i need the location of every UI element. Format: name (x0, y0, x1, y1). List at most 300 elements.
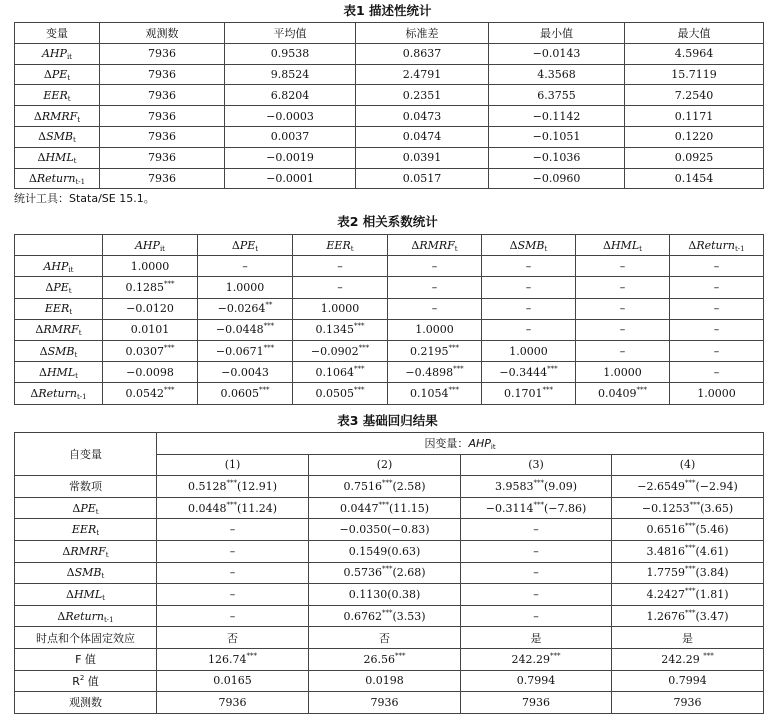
table3-value-cell (461, 605, 612, 627)
table3-value-cell (309, 562, 461, 584)
table1-var-cell (15, 64, 100, 85)
coefficient: 1.0000 (603, 365, 642, 379)
t-statistic: (−7.86) (543, 501, 587, 515)
coefficient: −0.1253 (641, 501, 690, 515)
coefficient: – (431, 280, 438, 294)
indep-var-header: 自变量 (15, 433, 157, 476)
significance-stars: *** (226, 500, 237, 509)
model-header-cell: (2) (309, 454, 461, 476)
t-statistic: (3.84) (695, 566, 729, 580)
table3-value-cell (309, 605, 461, 627)
model-header-cell: (1) (157, 454, 309, 476)
table1-header-cell: 观测数 (100, 23, 225, 44)
coefficient: −2.6549 (637, 479, 685, 493)
delta-prefix: Δ (62, 544, 71, 558)
dep-var-header (157, 433, 764, 455)
t-statistic: (−0.83) (387, 523, 430, 537)
coefficient: – (229, 523, 236, 537)
coefficient: – (619, 259, 626, 273)
coefficient: – (229, 609, 236, 623)
table3-value-cell (157, 648, 309, 670)
significance-stars: *** (684, 478, 696, 487)
variable-symbol: PE (80, 501, 96, 515)
dep-var-label: 因变量： (424, 437, 469, 451)
table2-row (15, 319, 764, 340)
significance-stars: *** (226, 478, 237, 487)
coefficient: – (713, 280, 720, 294)
table2-value-cell (293, 383, 388, 404)
coefficient: – (533, 587, 539, 601)
significance-stars: *** (684, 543, 696, 552)
significance-stars: *** (354, 322, 365, 331)
table3-value-cell (461, 476, 612, 498)
table1-header-cell: 最小值 (489, 23, 625, 44)
coefficient: 1.0000 (225, 280, 265, 294)
coefficient: 0.6516 (646, 523, 685, 537)
table2-value-cell (198, 277, 293, 298)
table3-label-cell (15, 519, 157, 541)
table3-value-cell (309, 540, 461, 562)
correlation-table (14, 234, 764, 405)
table1-value-cell: −0.0001 (225, 168, 356, 189)
table1-value-cell: 7936 (100, 64, 225, 85)
significance-stars: *** (164, 279, 175, 288)
significance-stars: *** (547, 364, 558, 373)
table3-row (15, 476, 764, 498)
significance-stars: *** (381, 608, 393, 617)
variable-symbol: Return (36, 171, 76, 185)
significance-stars: *** (684, 608, 696, 617)
delta-prefix: Δ (509, 238, 518, 252)
variable-subscript: t (102, 593, 105, 602)
coefficient: 0.1701 (504, 386, 543, 400)
significance-stars: *** (533, 500, 544, 509)
coefficient: −0.3114 (485, 501, 534, 515)
row-label: 常数项 (69, 480, 102, 494)
delta-prefix: Δ (66, 587, 74, 601)
table1-header-row (15, 23, 764, 44)
t-statistic: (11.24) (236, 501, 278, 515)
table3-value-cell (461, 627, 612, 649)
table1-value-cell: 0.9538 (225, 43, 356, 64)
table1-var-cell (15, 147, 100, 168)
table1-value-cell: −0.0019 (225, 147, 356, 168)
table1-header-cell: 平均值 (225, 23, 356, 44)
coefficient: 否 (227, 631, 238, 645)
table3-label-cell (15, 540, 157, 562)
table2-value-cell (198, 319, 293, 340)
coefficient: 1.0000 (415, 323, 454, 337)
delta-prefix: Δ (33, 109, 42, 123)
coefficient: 0.2195 (410, 344, 449, 358)
t-statistic: (3.53) (392, 609, 426, 623)
table3-row (15, 648, 764, 670)
model-header-cell: (3) (461, 454, 612, 476)
table2-value-cell (293, 256, 388, 277)
t-statistic: (1.81) (695, 587, 729, 601)
table3-value-cell (309, 627, 461, 649)
table1-value-cell: 0.0037 (225, 126, 356, 147)
significance-stars: *** (378, 500, 389, 509)
table1-value-cell: 7936 (100, 106, 225, 127)
table1-row (15, 168, 764, 189)
t-statistic: (9.09) (543, 479, 578, 493)
coefficient: 0.0101 (130, 323, 170, 337)
coefficient: 0.1064 (315, 365, 354, 379)
row-label-tail: 值 (84, 674, 99, 688)
table2-value-cell (198, 256, 293, 277)
table3-value-cell (612, 648, 764, 670)
table2-value-cell (482, 298, 576, 319)
variable-symbol: SMB (46, 130, 73, 144)
table2-value-cell (482, 340, 576, 361)
coefficient: 是 (530, 631, 542, 645)
coefficient: 0.1130 (348, 587, 388, 601)
coefficient: 0.7516 (343, 479, 382, 493)
table1-var-cell (15, 85, 100, 106)
coefficient: – (619, 280, 626, 294)
coefficient: 否 (379, 631, 390, 645)
variable-subscript: t (73, 157, 77, 166)
variable-subscript: t (454, 244, 458, 253)
coefficient: 0.0198 (365, 674, 404, 688)
table1-row (15, 43, 764, 64)
t-statistic: (5.46) (695, 523, 729, 537)
coefficient: 7936 (522, 695, 550, 709)
table2-value-cell (670, 277, 764, 298)
variable-subscript: t (105, 550, 109, 559)
significance-stars: *** (164, 385, 175, 394)
table1-value-cell: 9.8524 (225, 64, 356, 85)
coefficient: 0.1285 (125, 280, 164, 294)
table2-row (15, 298, 764, 319)
coefficient: – (533, 523, 539, 537)
significance-stars: *** (259, 385, 270, 394)
delta-prefix: Δ (30, 386, 39, 400)
coefficient: – (713, 259, 720, 273)
table3-label-cell (15, 627, 157, 649)
coefficient: 0.0165 (213, 674, 252, 688)
table1-value-cell: 0.0473 (356, 106, 489, 127)
coefficient: 7936 (673, 695, 702, 709)
variable-symbol: Return (38, 386, 77, 400)
model-header-cell: (4) (612, 454, 764, 476)
variable-subscript: t-1 (103, 615, 114, 624)
table1-value-cell: 7936 (100, 43, 225, 64)
variable-subscript: t (78, 329, 82, 338)
table3-value-cell (461, 584, 612, 606)
variable-subscript: it (66, 53, 72, 62)
table1-var-cell (15, 126, 100, 147)
table3-value-cell (612, 562, 764, 584)
delta-prefix: Δ (688, 238, 697, 252)
table3-value-cell (612, 670, 764, 692)
delta-prefix: Δ (39, 344, 48, 358)
table2-header-cell (293, 235, 388, 256)
table1-value-cell: 4.5964 (625, 43, 764, 64)
table2-header-cell (576, 235, 670, 256)
t-statistic: (4.61) (695, 544, 729, 558)
table2-var-cell (15, 362, 103, 383)
coefficient: – (525, 259, 532, 273)
table2-row (15, 256, 764, 277)
coefficient: – (713, 323, 720, 337)
table1-value-cell: 0.0474 (356, 126, 489, 147)
significance-stars: *** (533, 478, 544, 487)
significance-stars: *** (395, 651, 406, 660)
significance-stars: *** (164, 343, 175, 352)
coefficient: −0.3444 (499, 365, 548, 379)
table1-row (15, 85, 764, 106)
coefficient: – (619, 323, 626, 337)
coefficient: −0.0264 (217, 302, 266, 316)
table2-value-cell (576, 362, 670, 383)
delta-prefix: Δ (43, 67, 52, 81)
variable-subscript: t (67, 94, 71, 103)
t-statistic: (0.63) (387, 544, 421, 558)
table3-value-cell (612, 497, 764, 519)
table2-value-cell (103, 383, 198, 404)
table3-row (15, 605, 764, 627)
variable-subscript: t-1 (76, 392, 87, 401)
table2-header-cell (103, 235, 198, 256)
coefficient: 0.7994 (516, 674, 556, 688)
coefficient: 7936 (218, 695, 247, 709)
table3-row (15, 562, 764, 584)
table1-value-cell: 0.0517 (356, 168, 489, 189)
significance-stars: *** (358, 343, 370, 352)
significance-stars: *** (550, 651, 561, 660)
coefficient: −0.0902 (310, 344, 359, 358)
table1-var-cell (15, 43, 100, 64)
coefficient: 1.0000 (320, 302, 360, 316)
coefficient: 1.0000 (509, 344, 548, 358)
table1-value-cell: −0.0143 (489, 43, 625, 64)
table1-value-cell: 7936 (100, 168, 225, 189)
significance-stars: *** (448, 385, 459, 394)
t-statistic: (11.15) (388, 501, 430, 515)
table3-header-row (15, 433, 764, 455)
table2-var-cell (15, 319, 103, 340)
delta-prefix: Δ (35, 323, 44, 337)
table2-value-cell (388, 362, 482, 383)
table2-value-cell (670, 362, 764, 383)
t-statistic: (3.65) (700, 501, 734, 515)
variable-symbol: PE (51, 67, 68, 81)
table2-value-cell (293, 277, 388, 298)
coefficient: 是 (682, 631, 693, 645)
table1-var-cell (15, 106, 100, 127)
table1-value-cell: 4.3568 (489, 64, 625, 85)
table2-value-cell (670, 298, 764, 319)
delta-prefix: Δ (231, 238, 240, 252)
coefficient: 242.29 (661, 652, 704, 666)
coefficient: 0.0448 (187, 501, 227, 515)
table2-value-cell (293, 319, 388, 340)
t-statistic: (0.38) (387, 587, 421, 601)
table2-var-cell (15, 277, 103, 298)
table2-value-cell (670, 256, 764, 277)
table3-value-cell (309, 519, 461, 541)
table2-value-cell (103, 256, 198, 277)
variable-subscript: t (544, 244, 548, 253)
variable-symbol: HML (45, 151, 74, 165)
table1-header-cell: 变量 (15, 23, 100, 44)
coefficient: – (533, 544, 539, 558)
table3-label-cell (15, 497, 157, 519)
table2-value-cell (198, 298, 293, 319)
table2-value-cell (576, 298, 670, 319)
significance-stars: *** (381, 478, 393, 487)
table3-label-cell (15, 476, 157, 498)
coefficient: −0.4898 (405, 365, 454, 379)
variable-symbol: RMRF (419, 238, 455, 252)
variable-symbol: HML (46, 365, 76, 379)
table2-header-cell (482, 235, 576, 256)
table3-label-cell (15, 648, 157, 670)
table3-value-cell (461, 648, 612, 670)
coefficient: 0.1345 (315, 323, 354, 337)
table1-value-cell: −0.0003 (225, 106, 356, 127)
variable-subscript: t (73, 136, 76, 145)
coefficient: 4.2427 (646, 587, 685, 601)
variable-symbol: AHP (43, 259, 69, 273)
table3-row (15, 627, 764, 649)
table2-value-cell (198, 340, 293, 361)
coefficient: 0.1054 (410, 386, 449, 400)
table2-value-cell (482, 362, 576, 383)
variable-subscript: it (490, 443, 496, 452)
table3-value-cell (461, 540, 612, 562)
table3-value-cell (157, 605, 309, 627)
table1-value-cell: 0.1171 (625, 106, 764, 127)
variable-subscript: t (96, 529, 100, 538)
variable-subscript: t (77, 115, 81, 124)
coefficient: – (229, 544, 236, 558)
table2-value-cell (670, 340, 764, 361)
coefficient: – (619, 302, 626, 316)
coefficient: 242.29 (511, 652, 550, 666)
variable-symbol: HML (73, 587, 103, 601)
table3-value-cell (309, 476, 461, 498)
variable-subscript: t (95, 507, 99, 516)
table1-row (15, 106, 764, 127)
table1-value-cell: 0.1220 (625, 126, 764, 147)
table3-value-cell (309, 497, 461, 519)
delta-prefix: Δ (45, 280, 54, 294)
table2-row (15, 383, 764, 404)
coefficient: −0.0448 (215, 323, 264, 337)
coefficient: −0.0043 (221, 365, 269, 379)
table3-row (15, 497, 764, 519)
table3-label-cell (15, 584, 157, 606)
table1-header-cell: 标准差 (356, 23, 489, 44)
variable-subscript: it (159, 244, 165, 253)
table2-row (15, 340, 764, 361)
table3-value-cell (612, 519, 764, 541)
table3-row (15, 540, 764, 562)
table2-value-cell (576, 340, 670, 361)
coefficient: 3.9583 (494, 479, 534, 493)
table3-value-cell (461, 562, 612, 584)
table2-value-cell (576, 277, 670, 298)
table3-value-cell (157, 670, 309, 692)
significance-stars: *** (448, 343, 459, 352)
table2-value-cell (670, 319, 764, 340)
table3-value-cell (612, 476, 764, 498)
variable-symbol: EER (44, 302, 70, 316)
table3-value-cell (461, 519, 612, 541)
coefficient: – (619, 344, 626, 358)
coefficient: 0.0307 (125, 344, 164, 358)
table1-value-cell: 7936 (100, 126, 225, 147)
coefficient: 1.0000 (130, 259, 170, 273)
row-label: F 值 (75, 653, 96, 667)
table3-label-cell (15, 670, 157, 692)
coefficient: – (229, 587, 236, 601)
coefficient: – (533, 609, 539, 623)
table2-value-cell (482, 319, 576, 340)
significance-stars: *** (263, 343, 275, 352)
row-label: 时点和个体固定效应 (36, 631, 135, 645)
table1-var-cell (15, 168, 100, 189)
table3-value-cell (612, 627, 764, 649)
table2-value-cell (482, 383, 576, 404)
coefficient: – (337, 280, 343, 294)
table2-var-cell (15, 383, 103, 404)
coefficient: −0.0098 (126, 365, 174, 379)
table2-corner-cell (15, 235, 103, 256)
table1-value-cell: 2.4791 (356, 64, 489, 85)
table1-value-cell: 0.0391 (356, 147, 489, 168)
coefficient: 0.0409 (598, 386, 637, 400)
variable-subscript: t (639, 244, 642, 253)
variable-symbol: SMB (47, 344, 75, 358)
table2-var-cell (15, 340, 103, 361)
significance-stars: ** (265, 301, 273, 310)
table2-var-cell (15, 256, 103, 277)
coefficient: 0.5736 (343, 566, 382, 580)
variable-symbol: SMB (517, 238, 545, 252)
table1-value-cell: −0.1142 (489, 106, 625, 127)
coefficient: – (525, 323, 532, 337)
table1-caption: 表1 描述性统计 (343, 3, 432, 18)
table3-value-cell (461, 670, 612, 692)
variable-symbol: RMRF (41, 109, 78, 123)
significance-stars: *** (636, 385, 647, 394)
table2-caption: 表2 相关系数统计 (337, 214, 438, 229)
delta-prefix: Δ (603, 238, 611, 252)
table3-row (15, 584, 764, 606)
table2-value-cell (576, 319, 670, 340)
table2-value-cell (103, 298, 198, 319)
coefficient: 7936 (370, 695, 399, 709)
row-label-sup: 2 (79, 673, 85, 682)
table2-value-cell (388, 298, 482, 319)
variable-symbol: AHP (134, 238, 160, 252)
coefficient: 1.2676 (646, 609, 685, 623)
table2-value-cell (293, 298, 388, 319)
table1-value-cell: 0.1454 (625, 168, 764, 189)
table1-value-cell: −0.1036 (489, 147, 625, 168)
table2-value-cell (482, 256, 576, 277)
variable-subscript: t (350, 244, 354, 253)
table2-value-cell (103, 340, 198, 361)
coefficient: 126.74 (208, 652, 247, 666)
table2-value-cell (388, 340, 482, 361)
variable-subscript: t (255, 244, 259, 253)
delta-prefix: Δ (72, 501, 81, 515)
